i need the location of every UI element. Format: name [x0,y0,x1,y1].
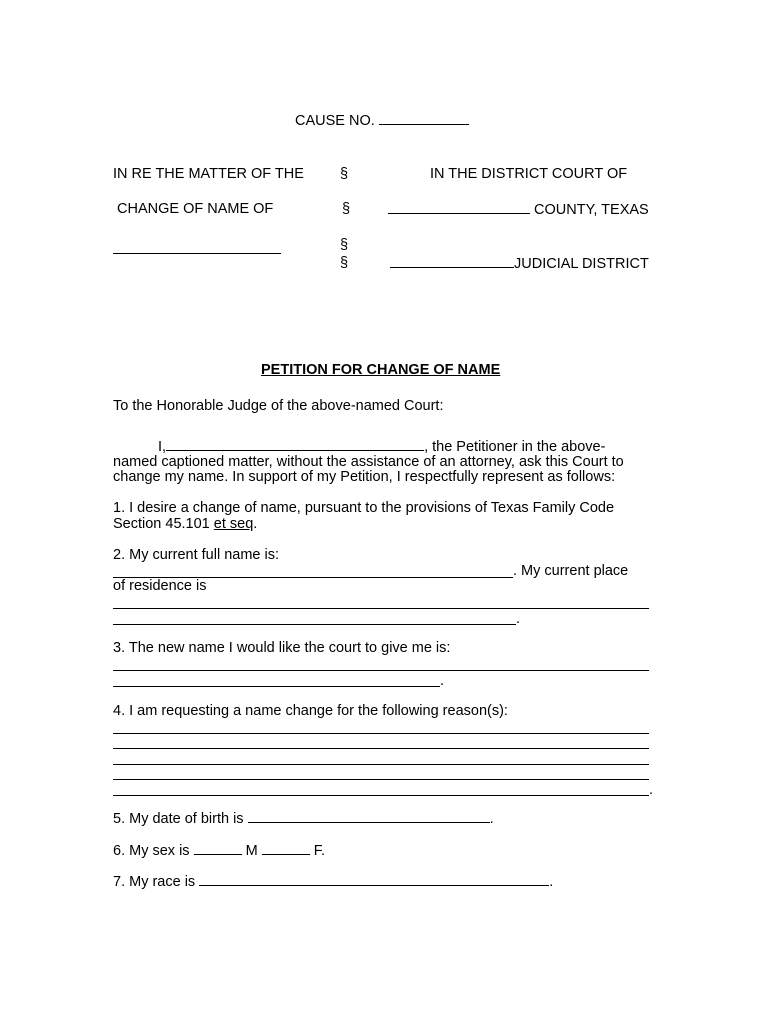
intro-prefix: I, [158,439,167,455]
county-field[interactable] [388,201,530,214]
sex-female-label: F. [313,843,326,859]
item2-line1: 2. My current full name is: [113,547,279,563]
item3-line1: 3. The new name I would like the court to give me is: [113,640,451,656]
petitioner-name-field[interactable] [113,253,281,254]
race-field[interactable] [199,873,549,886]
reason-field-line2[interactable] [113,748,649,749]
intro-suffix: , the Petitioner in the above- [424,439,606,455]
section-symbol: § [340,166,349,182]
salutation: To the Honorable Judge of the above-named Court: [113,398,444,414]
reason-field-line1[interactable] [113,733,649,734]
document-title: PETITION FOR CHANGE OF NAME [261,362,501,378]
caption-left-line2: CHANGE OF NAME OF [117,201,274,217]
cause-number-label: CAUSE NO. [295,113,375,129]
sex-male-label: M [245,843,258,859]
cause-number-line [295,112,469,129]
reason-field-line4[interactable] [113,779,649,780]
item2-after-blank: . My current place [513,563,629,579]
intro-line2: named captioned matter, without the assistance of an attorney, ask this Court to [113,454,624,470]
item1-line1: 1. I desire a change of name, pursuant to the provisions of Texas Family Code [113,500,615,516]
district-field[interactable] [390,255,514,268]
item4-line1: 4. I am requesting a name change for the following reason(s): [113,703,508,719]
caption-left-line1: IN RE THE MATTER OF THE [113,166,304,182]
residence-field-line2[interactable] [113,624,516,625]
county-line [388,201,649,218]
item7-line [113,873,553,890]
reason-period: . [649,782,654,798]
new-name-period: . [440,673,445,689]
item2-residence-label: of residence is [113,578,207,594]
cause-number-field[interactable] [379,112,469,125]
reason-field-line3[interactable] [113,764,649,765]
date-of-birth-field[interactable] [248,810,490,823]
district-line [390,255,649,272]
new-name-field-line2[interactable] [113,686,440,687]
petitioner-full-name-field[interactable] [166,438,424,451]
item1-period: . [253,516,258,532]
sex-female-field[interactable] [262,842,310,855]
item7-label: 7. My race is [113,874,196,890]
item1-section: Section 45.101 [113,516,210,532]
reason-field-line5[interactable] [113,795,649,796]
item5-line [113,810,494,827]
item5-period: . [489,811,494,827]
item6-label: 6. My sex is [113,843,190,859]
county-suffix: COUNTY, TEXAS [534,202,649,218]
item1-et-seq: et seq [213,516,254,532]
intro-line3: change my name. In support of my Petition, I respectfully represent as follows: [113,469,616,485]
section-symbol: § [340,237,349,253]
item6-line [113,842,325,859]
residence-period: . [516,611,521,627]
item5-label: 5. My date of birth is [113,811,244,827]
intro-line1 [158,438,605,455]
new-name-field-line1[interactable] [113,670,649,671]
item7-period: . [549,874,554,890]
district-suffix: JUDICIAL DISTRICT [514,256,649,272]
section-symbol: § [342,201,351,217]
caption-right-line1: IN THE DISTRICT COURT OF [430,166,628,182]
sex-male-field[interactable] [194,842,242,855]
residence-field-line1[interactable] [113,608,649,609]
section-symbol: § [340,255,349,271]
item1-line2 [113,516,257,532]
